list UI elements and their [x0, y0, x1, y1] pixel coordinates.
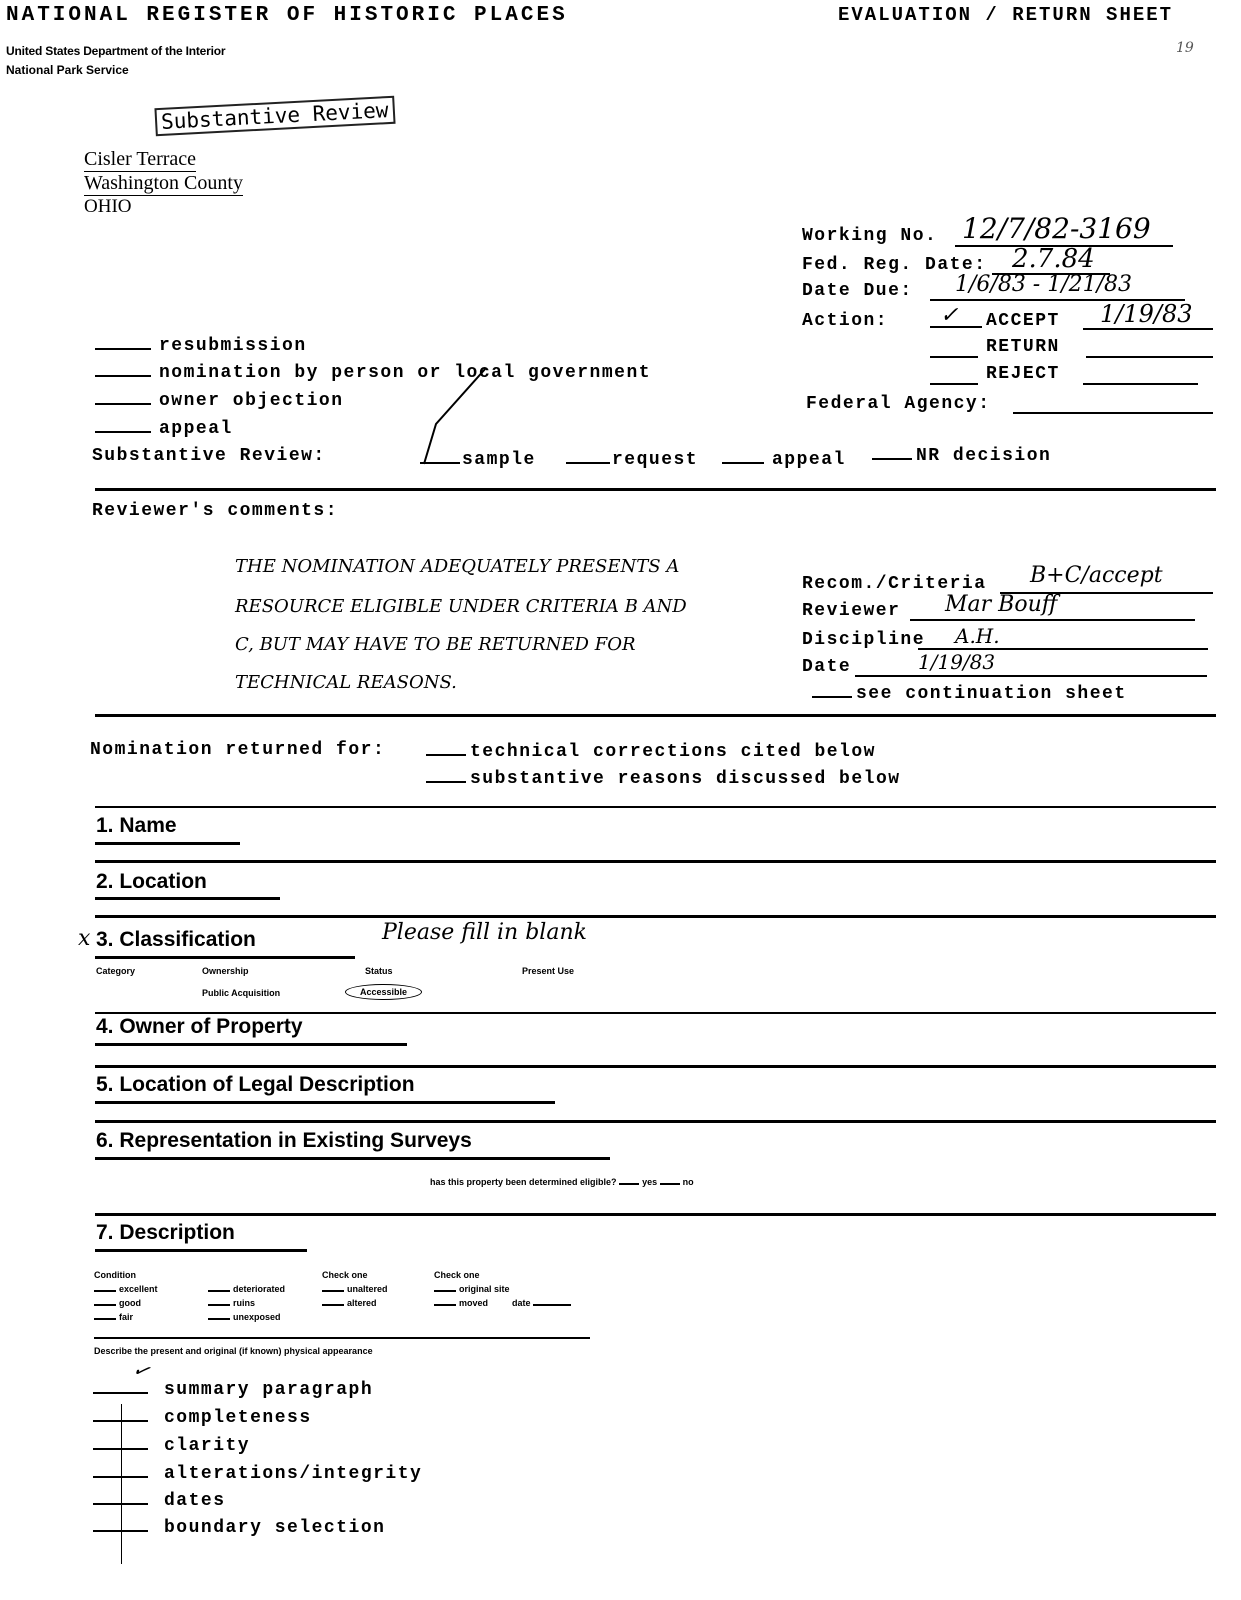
- agency-line-2: National Park Service: [6, 63, 129, 77]
- returned-substantive: substantive reasons discussed below: [426, 769, 901, 789]
- unaltered: unaltered: [347, 1284, 388, 1294]
- option-appeal: appeal: [95, 419, 233, 439]
- classification-present-use: Present Use: [522, 966, 575, 976]
- condition-deteriorated: deteriorated: [233, 1284, 286, 1294]
- checklist-item: [93, 1380, 373, 1400]
- working-no-value: 12/7/82-3169: [962, 212, 1151, 245]
- checklist-item: [93, 1408, 312, 1428]
- section-7-description: 7. Description: [96, 1221, 235, 1244]
- checklist-item: [93, 1518, 385, 1538]
- divider: [95, 1120, 1216, 1123]
- divider: [95, 860, 1216, 863]
- divider: [95, 488, 1216, 491]
- checklist-item: [93, 1464, 422, 1484]
- classification-status: Status: [365, 966, 393, 976]
- section-3-classification: 3. Classification: [96, 928, 256, 951]
- checklist-item-label: dates: [164, 1491, 226, 1511]
- classification-accessible: Accessible: [345, 984, 422, 1000]
- option-nomination: nomination by person or local government: [95, 363, 651, 383]
- returned-technical: technical corrections cited below: [426, 742, 876, 762]
- checklist-item-label: boundary selection: [164, 1518, 386, 1538]
- option-request: request: [566, 450, 698, 470]
- divider: [95, 915, 1216, 918]
- discipline-label: Discipline: [802, 630, 926, 650]
- accept-date: 1/19/83: [1100, 300, 1193, 328]
- checklist-blank: [93, 1530, 148, 1532]
- checklist-item: [93, 1436, 250, 1456]
- checklist-blank: [93, 1476, 148, 1478]
- checklist-blank: [93, 1420, 148, 1422]
- section-2-location: 2. Location: [96, 870, 207, 893]
- federal-agency-label: Federal Agency:: [806, 394, 991, 414]
- reviewer-value: Mar Bouff: [945, 592, 1058, 617]
- classification-public-acquisition: Public Acquisition: [202, 988, 281, 998]
- returned-for-label: Nomination returned for:: [90, 740, 386, 760]
- corner-mark: 19: [1176, 40, 1194, 56]
- classification-note: Please fill in blank: [382, 920, 587, 945]
- check-one-a: Check one: [322, 1270, 368, 1280]
- checklist-blank: [93, 1448, 148, 1450]
- divider: [95, 1012, 1216, 1014]
- condition-ruins: ruins: [233, 1298, 256, 1308]
- substantive-review-stamp: Substantive Review: [154, 96, 395, 137]
- divider: [95, 806, 1216, 808]
- altered: altered: [347, 1298, 377, 1308]
- return-label: RETURN: [986, 337, 1060, 357]
- reject-label: REJECT: [986, 364, 1060, 384]
- property-state: OHIO: [84, 196, 132, 217]
- checklist-tick-mark: ✓: [129, 1355, 154, 1385]
- option-sample: sample: [420, 450, 536, 470]
- form-right-title: EVALUATION / RETURN SHEET: [838, 4, 1174, 26]
- fed-reg-value: 2.7.84: [1012, 244, 1095, 274]
- accept-check-mark: ✓: [940, 303, 959, 328]
- classification-category: Category: [96, 966, 136, 976]
- checklist-item: [93, 1491, 226, 1511]
- agency-line-1: United States Department of the Interior: [6, 44, 226, 58]
- checklist-item-label: clarity: [164, 1436, 251, 1456]
- eligibility-question: has this property been determined eligible? yes no: [430, 1177, 694, 1187]
- discipline-value: A.H.: [955, 624, 1000, 648]
- option-owner-objection: owner objection: [95, 391, 344, 411]
- divider: [95, 1065, 1216, 1068]
- checklist-item-label: summary paragraph: [164, 1380, 374, 1400]
- criteria-value: B+C/accept: [1030, 563, 1163, 588]
- check-one-b: Check one: [434, 1270, 480, 1280]
- option-nr-decision: NR decision: [872, 446, 1051, 466]
- moved-date-label: date: [512, 1298, 531, 1308]
- divider: [95, 1213, 1216, 1216]
- section-5-legal-description: 5. Location of Legal Description: [96, 1073, 415, 1096]
- comment-line-2: RESOURCE ELIGIBLE UNDER CRITERIA B AND: [235, 596, 687, 617]
- date-due-value: 1/6/83 - 1/21/83: [955, 272, 1133, 297]
- fed-reg-label: Fed. Reg. Date:: [802, 255, 987, 275]
- moved: moved: [459, 1298, 489, 1308]
- criteria-label: Recom./Criteria: [802, 574, 987, 594]
- property-name: Cisler Terrace: [84, 148, 197, 170]
- comment-line-1: THE NOMINATION ADEQUATELY PRESENTS A: [235, 556, 680, 577]
- condition-unexposed: unexposed: [233, 1312, 281, 1322]
- action-label: Action:: [802, 311, 889, 331]
- condition-label: Condition: [94, 1270, 136, 1280]
- comment-line-4: TECHNICAL REASONS.: [235, 672, 457, 693]
- checklist-vertical-mark: [121, 1404, 122, 1564]
- option-appeal-substantive: appeal: [722, 450, 846, 470]
- condition-good: good: [119, 1298, 141, 1308]
- margin-mark: x: [78, 926, 91, 951]
- condition-fair: fair: [119, 1312, 134, 1322]
- section-4-owner: 4. Owner of Property: [96, 1015, 303, 1038]
- reviewer-label: Reviewer: [802, 601, 901, 621]
- form-title: NATIONAL REGISTER OF HISTORIC PLACES: [6, 4, 568, 27]
- divider: [95, 714, 1216, 717]
- section-1-name: 1. Name: [96, 814, 177, 837]
- checklist-blank: [93, 1503, 148, 1505]
- checklist-blank: [93, 1392, 148, 1394]
- date-value: 1/19/83: [918, 650, 996, 674]
- classification-ownership: Ownership: [202, 966, 249, 976]
- substantive-review-label: Substantive Review:: [92, 446, 326, 466]
- comment-line-3: C, BUT MAY HAVE TO BE RETURNED FOR: [235, 634, 636, 655]
- property-county: Washington County: [84, 172, 243, 194]
- continuation-option: see continuation sheet: [812, 684, 1127, 704]
- option-resubmission: resubmission: [95, 336, 307, 356]
- section-6-surveys: 6. Representation in Existing Surveys: [96, 1129, 472, 1152]
- date-due-label: Date Due:: [802, 281, 913, 301]
- checklist-item-label: completeness: [164, 1408, 312, 1428]
- reviewer-comments-label: Reviewer's comments:: [92, 501, 339, 521]
- condition-excellent: excellent: [119, 1284, 158, 1294]
- describe-appearance: Describe the present and original (if known) physical appearance: [94, 1346, 373, 1356]
- accept-label: ACCEPT: [986, 311, 1060, 331]
- checklist-item-label: alterations/integrity: [164, 1464, 423, 1484]
- date-label: Date: [802, 657, 852, 677]
- original-site: original site: [459, 1284, 510, 1294]
- working-no-label: Working No.: [802, 226, 938, 246]
